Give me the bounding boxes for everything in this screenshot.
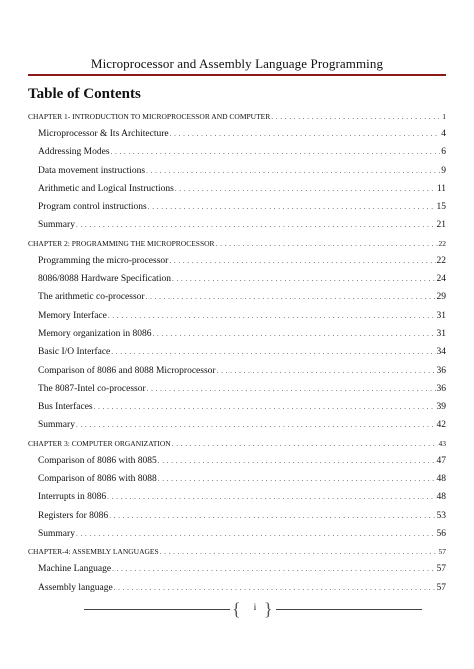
toc-dot-leader [76, 221, 436, 229]
toc-entry-page: 42 [436, 420, 446, 431]
toc-title: Table of Contents [28, 86, 141, 102]
toc-section-entry[interactable] [28, 256, 446, 274]
toc-section-entry[interactable] [28, 166, 446, 184]
toc-section-entry[interactable] [28, 147, 446, 165]
toc-entry-page: 4 [441, 129, 446, 139]
toc-entry-label: Bus Interfaces [38, 402, 93, 413]
toc-entry-page: 11 [436, 183, 446, 194]
toc-entry-page: 36 [436, 365, 446, 376]
toc-dot-leader [114, 584, 436, 592]
toc-entry-label: Memory organization in 8086 [38, 328, 152, 339]
toc-chapter-entry[interactable] [28, 547, 446, 564]
toc-entry-label: Basic I/O Interface [38, 347, 111, 358]
toc-entry-label: Data movement instructions [38, 165, 146, 176]
toc-section-entry[interactable] [28, 292, 446, 310]
toc-entry-page: 43 [438, 438, 446, 448]
toc-entry-label: CHAPTER 2: PROGRAMMING THE MICROPROCESSOR [28, 238, 215, 248]
toc-entry-label: Summary [38, 220, 75, 231]
page-footer [0, 598, 474, 622]
toc-entry-label: CHAPTER 3: COMPUTER ORGANIZATION [28, 438, 171, 448]
toc-entry-label: Summary [38, 528, 75, 539]
toc-dot-leader [172, 275, 436, 283]
toc-dot-leader [108, 312, 436, 320]
header-rule [28, 74, 446, 76]
toc-entry-label: Addressing Modes [38, 147, 110, 158]
footer-brace-left: { [232, 599, 241, 619]
toc-section-entry[interactable] [28, 511, 446, 529]
toc-entry-label: The arithmetic co-processor [38, 292, 145, 303]
toc-entry-label: Machine Language [38, 564, 112, 575]
toc-section-entry[interactable] [28, 474, 446, 492]
toc-entry-label: Summary [38, 420, 75, 431]
toc-dot-leader [169, 257, 435, 265]
toc-entry-label: Memory Interface [38, 310, 107, 321]
toc-section-entry[interactable] [28, 347, 446, 365]
toc-entry-page: 9 [441, 165, 446, 176]
toc-section-entry[interactable] [28, 329, 446, 347]
toc-dot-leader [112, 565, 435, 573]
toc-entry-page: 34 [436, 347, 446, 358]
toc-entry-label: Comparison of 8086 with 8085 [38, 455, 157, 466]
toc-entry-label: Comparison of 8086 and 8088 Microprocessor [38, 365, 216, 376]
toc-entry-page: 57 [436, 582, 446, 593]
toc-chapter-entry[interactable] [28, 439, 446, 456]
page-number: i [253, 602, 257, 612]
toc-entry-page: 31 [436, 328, 446, 339]
toc-entry-page: 22 [436, 255, 446, 266]
toc-dot-leader [147, 385, 436, 393]
toc-entry-label: Arithmetic and Logical Instructions [38, 183, 174, 194]
toc-entry-page: 29 [436, 292, 446, 303]
toc-section-entry[interactable] [28, 456, 446, 474]
toc-entry-page: 6 [441, 147, 446, 158]
toc-dot-leader [111, 348, 435, 356]
toc-entry-label: Program control instructions [38, 202, 147, 213]
toc-chapter-entry[interactable] [28, 112, 446, 129]
toc-entry-page: 1 [442, 112, 446, 121]
running-header-title: Microprocessor and Assembly Language Programming [90, 56, 384, 71]
footer-rule-right [276, 609, 422, 610]
toc-entry-page: 47 [436, 455, 446, 466]
toc-dot-leader [153, 330, 436, 338]
toc-dot-leader [111, 148, 441, 156]
toc-dot-leader [148, 203, 436, 211]
toc-entry-page: 21 [436, 220, 446, 231]
toc-entry-label: The 8087-Intel co-processor [38, 383, 146, 394]
toc-chapter-entry[interactable] [28, 239, 446, 256]
toc-section-entry[interactable] [28, 311, 446, 329]
toc-entry-label: Microprocessor & Its Architecture [38, 129, 169, 139]
toc-dot-leader [160, 548, 438, 557]
toc-dot-leader [170, 130, 441, 138]
toc-entry-label: CHAPTER 1- INTRODUCTION TO MICROPROCESSOR AND COMPUTER [28, 112, 271, 121]
toc-entry-label: Assembly language [38, 582, 113, 593]
toc-entry-label: Programming the micro-processor [38, 255, 169, 266]
toc-section-entry[interactable] [28, 420, 446, 438]
toc-section-entry[interactable] [28, 220, 446, 238]
toc-dot-leader [175, 185, 436, 193]
footer-rule-left [84, 609, 230, 610]
toc-entry-page: 15 [436, 202, 446, 213]
toc-section-entry[interactable] [28, 274, 446, 292]
toc-entry-page: 57 [436, 564, 446, 575]
toc-entry-page: 22 [438, 238, 446, 248]
toc-dot-leader [158, 457, 436, 465]
toc-entry-page: 39 [436, 402, 446, 413]
toc-section-entry[interactable] [28, 564, 446, 582]
toc-section-entry[interactable] [28, 202, 446, 220]
toc-dot-leader [76, 421, 436, 429]
toc-entry-page: 53 [436, 510, 446, 521]
toc-dot-leader [146, 293, 436, 301]
toc-dot-leader [172, 440, 438, 449]
toc-dot-leader [146, 167, 440, 175]
toc-entry-page: 24 [436, 274, 446, 285]
toc-entry-page: 48 [436, 474, 446, 485]
toc-entry-label: CHAPTER-4: ASSEMBLY LANGUAGES [28, 547, 159, 557]
toc-dot-leader [76, 530, 436, 538]
toc-dot-leader [216, 240, 438, 249]
toc-section-entry[interactable] [28, 529, 446, 547]
toc-entry-page: 57 [438, 547, 446, 557]
toc-section-entry[interactable] [28, 384, 446, 402]
toc-section-entry[interactable] [28, 492, 446, 510]
toc-section-entry[interactable] [28, 184, 446, 202]
toc-dot-leader [217, 367, 436, 375]
toc-section-entry[interactable] [28, 366, 446, 384]
toc-list [28, 112, 446, 601]
toc-entry-label: Interrupts in 8086 [38, 492, 107, 503]
toc-dot-leader [107, 493, 435, 501]
toc-dot-leader [158, 475, 436, 483]
toc-dot-leader [109, 512, 435, 520]
toc-dot-leader [271, 113, 441, 122]
footer-brace-right: } [264, 599, 273, 619]
toc-entry-label: Registers for 8086 [38, 510, 109, 521]
toc-entry-page: 36 [436, 383, 446, 394]
toc-section-entry[interactable] [28, 129, 446, 147]
toc-section-entry[interactable] [28, 402, 446, 420]
toc-entry-page: 56 [436, 528, 446, 539]
toc-entry-page: 31 [436, 310, 446, 321]
toc-entry-label: 8086/8088 Hardware Specification [38, 274, 171, 285]
toc-entry-label: Comparison of 8086 with 8088 [38, 474, 157, 485]
toc-dot-leader [94, 403, 436, 411]
toc-entry-page: 48 [436, 492, 446, 503]
